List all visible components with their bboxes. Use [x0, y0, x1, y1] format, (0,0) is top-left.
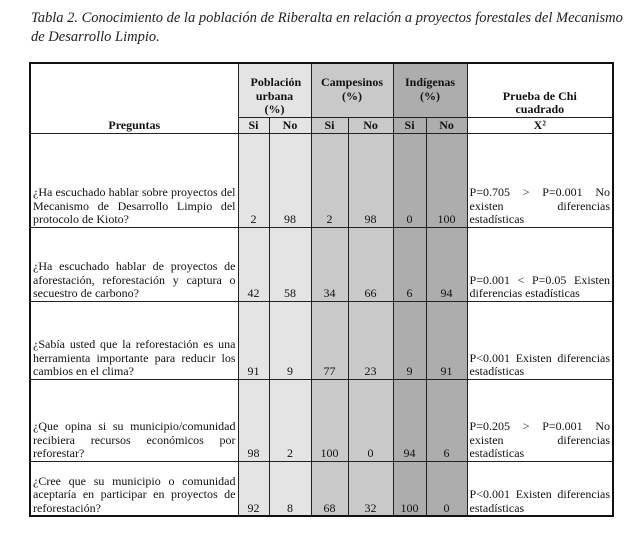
header-preguntas: Preguntas — [30, 117, 238, 133]
campesinos-no-cell: 66 — [348, 227, 393, 301]
urbana-si-cell: 98 — [238, 379, 269, 461]
indigenas-si-cell: 94 — [393, 379, 426, 461]
table-row — [30, 461, 613, 516]
table-row — [30, 301, 613, 379]
campesinos-no-cell: 32 — [348, 461, 393, 516]
campesinos-no-cell: 98 — [348, 133, 393, 227]
header-urbana-no: No — [269, 117, 311, 133]
table-row — [30, 379, 613, 461]
table-caption: Tabla 2. Conocimiento de la población de Riberalta en relación a proyectos forestales del Mecanismo de Desarrollo Limpio. — [31, 10, 623, 45]
chi-result-cell: P<0.001 Existen diferencias estadísticas — [467, 301, 613, 379]
question-cell: ¿Ha escuchado hablar sobre proyectos del Mecanismo de Desarrollo Limpio del protocolo de Kioto? — [30, 133, 238, 227]
campesinos-si-cell: 34 — [311, 227, 348, 301]
results-table — [29, 62, 614, 517]
indigenas-si-cell: 100 — [393, 461, 426, 516]
header-urbana-si: Si — [238, 117, 269, 133]
indigenas-si-cell: 6 — [393, 227, 426, 301]
table-row — [30, 227, 613, 301]
urbana-no-cell: 58 — [269, 227, 311, 301]
indigenas-si-cell: 9 — [393, 301, 426, 379]
header-chi-cuadrado: Prueba de Chi cuadrado — [467, 63, 613, 117]
campesinos-si-cell: 100 — [311, 379, 348, 461]
question-cell: ¿Cree que su municipio o comunidad aceptaría en participar en proyectos de reforestación? — [30, 461, 238, 516]
urbana-no-cell: 8 — [269, 461, 311, 516]
urbana-si-cell: 92 — [238, 461, 269, 516]
urbana-si-cell: 42 — [238, 227, 269, 301]
indigenas-no-cell: 91 — [426, 301, 467, 379]
table-row — [30, 133, 613, 227]
indigenas-no-cell: 0 — [426, 461, 467, 516]
header-indigenas-si: Si — [393, 117, 426, 133]
question-cell: ¿Ha escuchado hablar de proyectos de aforestación, reforestación y captura o secuestro de carbono? — [30, 227, 238, 301]
chi-result-cell: P<0.001 Existen diferencias estadísticas — [467, 461, 613, 516]
header-x2: X² — [467, 117, 613, 133]
campesinos-no-cell: 0 — [348, 379, 393, 461]
chi-result-cell: P=0.001 < P=0.05 Existen diferencias estadísticas — [467, 227, 613, 301]
header-campesinos: Campesinos (%) — [311, 63, 393, 117]
indigenas-no-cell: 6 — [426, 379, 467, 461]
question-cell: ¿Sabía usted que la reforestación es una herramienta importante para reducir los cambios en el clima? — [30, 301, 238, 379]
urbana-no-cell: 98 — [269, 133, 311, 227]
header-indigenas-no: No — [426, 117, 467, 133]
indigenas-no-cell: 100 — [426, 133, 467, 227]
campesinos-no-cell: 23 — [348, 301, 393, 379]
campesinos-si-cell: 77 — [311, 301, 348, 379]
indigenas-si-cell: 0 — [393, 133, 426, 227]
header-campesinos-si: Si — [311, 117, 348, 133]
header-poblacion-urbana: Población urbana (%) — [238, 63, 311, 117]
urbana-si-cell: 91 — [238, 301, 269, 379]
chi-result-cell: P=0.705 > P=0.001 No existen diferencias estadísticas — [467, 133, 613, 227]
urbana-si-cell: 2 — [238, 133, 269, 227]
header-campesinos-no: No — [348, 117, 393, 133]
indigenas-no-cell: 94 — [426, 227, 467, 301]
chi-result-cell: P=0.205 > P=0.001 No existen diferencias estadísticas — [467, 379, 613, 461]
header-indigenas: Indígenas (%) — [393, 63, 467, 117]
urbana-no-cell: 2 — [269, 379, 311, 461]
header-preguntas-spacer — [30, 63, 238, 117]
campesinos-si-cell: 68 — [311, 461, 348, 516]
question-cell: ¿Que opina si su municipio/comunidad recibiera recursos económicos por reforestar? — [30, 379, 238, 461]
campesinos-si-cell: 2 — [311, 133, 348, 227]
urbana-no-cell: 9 — [269, 301, 311, 379]
